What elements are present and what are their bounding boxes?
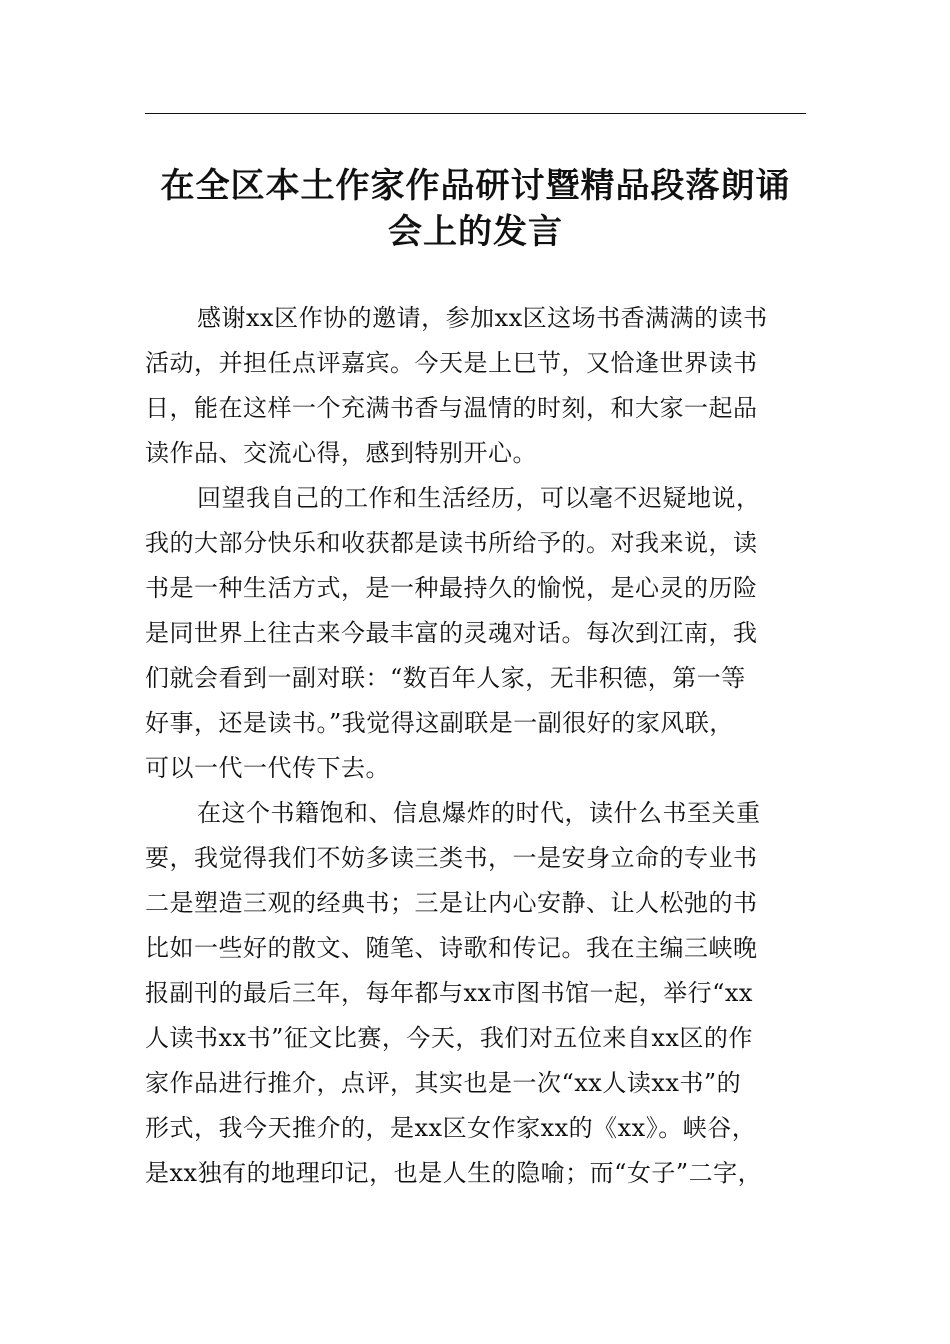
text-line: 家作品进行推介，点评，其实也是一次“xx人读xx书”的 [145,1069,742,1097]
document-body [145,296,806,1196]
text-line: 可以一代一代传下去。 [145,754,390,782]
text-line: 是xx独有的地理印记，也是人生的隐喻；而“女子”二字， [145,1159,763,1187]
text-line: 活动，并担任点评嘉宾。今天是上巳节，又恰逢世界读书 [145,349,758,377]
text-line: 书是一种生活方式，是一种最持久的愉悦，是心灵的历险 [145,574,758,602]
title-line: 在全区本土作家作品研讨暨精品段落朗诵 [160,166,791,206]
text-line: 报副刊的最后三年，每年都与xx市图书馆一起，举行“xx [145,979,753,1007]
text-line: 感谢xx区作协的邀请，参加xx区这场书香满满的读书 [197,304,768,332]
text-line: 读作品、交流心得，感到特别开心。 [145,439,537,467]
text-line: 是同世界上往古来今最丰富的灵魂对话。每次到江南，我 [145,619,758,647]
document-title [145,163,806,255]
text-line: 在这个书籍饱和、信息爆炸的时代，读什么书至关重 [197,799,761,827]
paragraph-1 [145,296,806,476]
text-line: 比如一些好的散文、随笔、诗歌和传记。我在主编三峡晚 [145,934,758,962]
text-line: 好事，还是读书。”我觉得这副联是一副很好的家风联， [145,709,734,737]
title-line: 会上的发言 [388,212,563,252]
text-line: 二是塑造三观的经典书；三是让内心安静、让人松弛的书 [145,889,758,917]
text-line: 回望我自己的工作和生活经历，可以毫不迟疑地说， [197,484,761,512]
text-line: 人读书xx书”征文比赛，今天，我们对五位来自xx区的作 [145,1024,753,1052]
header-rule [145,113,806,114]
text-line: 我的大部分快乐和收获都是读书所给予的。对我来说，读 [145,529,758,557]
text-line: 们就会看到一副对联：“数百年人家，无非积德，第一等 [145,664,746,692]
text-line: 形式，我今天推介的，是xx区女作家xx的《xx》。峡谷， [145,1114,757,1142]
paragraph-2 [145,476,806,791]
text-line: 要，我觉得我们不妨多读三类书，一是安身立命的专业书 [145,844,758,872]
text-line: 日，能在这样一个充满书香与温情的时刻，和大家一起品 [145,394,758,422]
paragraph-3 [145,791,806,1196]
